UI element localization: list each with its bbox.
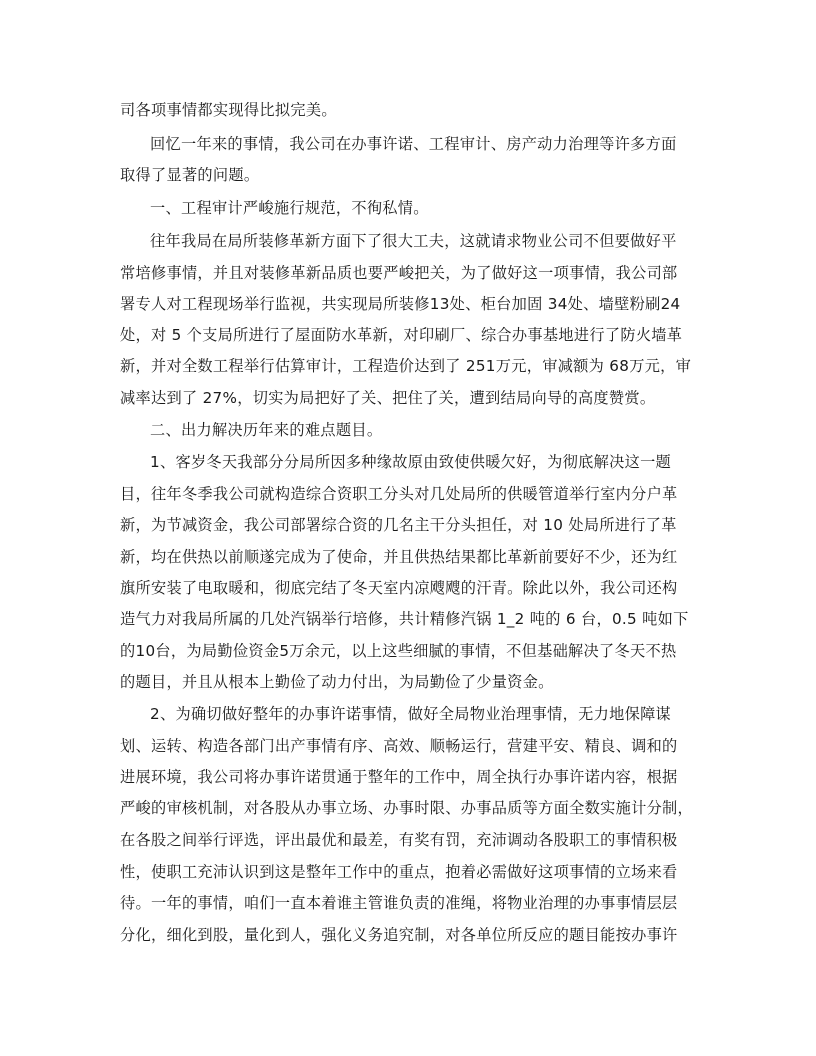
text-line: 待。一年的事情，咱们一直本着谁主管谁负责的准绳，将物业治理的办事事情层层 [120,894,678,912]
text-line: 司各项事情都实现得比拟完美。 [120,101,337,119]
text-line: 处，对 5 个支局所进行了屋面防水革新，对印刷厂、综合办事基地进行了防火墙革 [120,326,683,344]
text-line: 新，均在供热以前顺遂完成为了使命，并且供热结果都比革新前要好不少，还为红 [120,548,678,566]
text-line: 减率达到了 27%，切实为局把好了关、把住了关，遭到结局向导的高度赞赏。 [120,389,656,407]
text-line: 新，并对全数工程举行估算审计，工程造价达到了 251万元，审减额为 68万元，审 [120,357,692,375]
text-line: 的题目，并且从根本上勤俭了动力付出，为局勤俭了少量资金。 [120,673,554,691]
text-line: 1、客岁冬天我部分分局所因多种缘故原由致使供暖欠好，为彻底解决这一题 [150,453,672,471]
text-line: 新，为节减资金，我公司部署综合资的几名主干分头担任，对 10 处局所进行了革 [120,516,677,534]
text-line: 常培修事情，并且对装修革新品质也要严峻把关，为了做好这一项事情，我公司部 [120,264,678,282]
text-line: 目，往年冬季我公司就构造综合资职工分头对几处局所的供暖管道举行室内分户革 [120,485,678,503]
text-line: 分化，细化到股，量化到人，强化义务追究制，对各单位所反应的题目能按办事许 [120,926,678,944]
text-line: 2、为确切做好整年的办事许诺事情，做好全局物业治理事情，无力地保障谋 [150,705,672,723]
text-line: 划、运转、构造各部门出产事情有序、高效、顺畅运行，营建平安、精良、调和的 [120,737,678,755]
text-line: 严峻的审核机制，对各股从办事立场、办事时限、办事品质等方面全数实施计分制， [120,799,694,817]
text-line: 造气力对我局所属的几处汽锅举行培修，共计精修汽锅 1_2 吨的 6 台，0.5 吨如下 [120,610,689,628]
section-heading: 二、出力解决历年来的难点题目。 [150,421,383,439]
section-heading: 一、工程审计严峻施行规范，不徇私情。 [150,199,429,217]
text-line: 在各股之间举行评选，评出最优和最差，有奖有罚，充沛调动各股职工的事情积极 [120,831,678,849]
text-line: 旗所安装了电取暖和，彻底完结了冬天室内凉飕飕的汗青。除此以外，我公司还构 [120,579,678,597]
text-line: 取得了显著的问题。 [120,166,260,184]
text-line: 署专人对工程现场举行监视，共实现局所装修13处、柜台加固 34处、墙壁粉刷24 [120,295,681,313]
text-line: 往年我局在局所装修革新方面下了很大工夫，这就请求物业公司不但要做好平 [150,232,677,250]
text-line: 回忆一年来的事情，我公司在办事许诺、工程审计、房产动力治理等许多方面 [150,135,677,153]
text-line: 进展环境，我公司将办事许诺贯通于整年的工作中，周全执行办事许诺内容，根据 [120,768,678,786]
text-line: 性，使职工充沛认识到这是整年工作中的重点，抱着必需做好这项事情的立场来看 [120,863,678,881]
text-line: 的10台，为局勤俭资金5万余元，以上这些细腻的事情，不但基础解决了冬天不热 [120,642,677,660]
